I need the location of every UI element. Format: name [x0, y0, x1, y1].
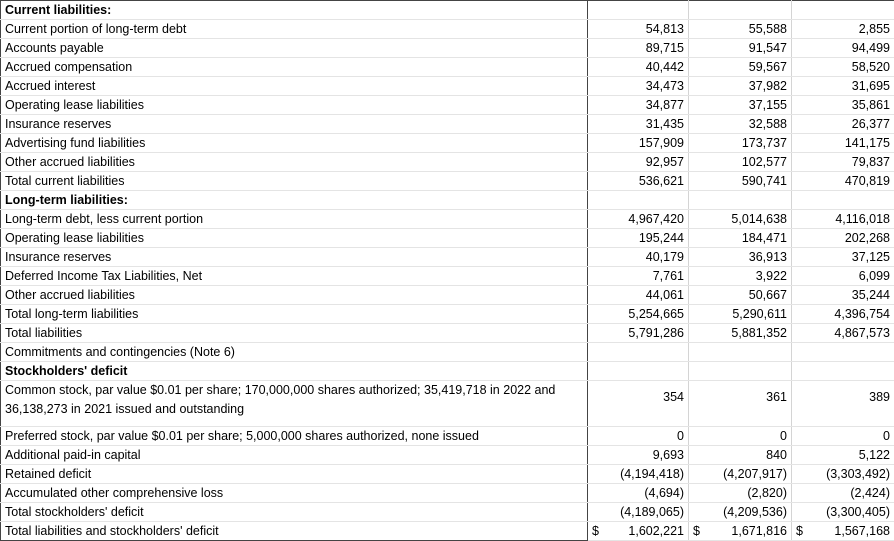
value-cell[interactable] [689, 522, 792, 541]
section-heading[interactable]: Long-term liabilities: [1, 191, 588, 210]
cell-value: 1,602,221 [628, 524, 684, 538]
table-row [1, 1, 894, 20]
value-cell[interactable]: 9,693 [588, 446, 689, 465]
table-row [1, 172, 894, 191]
value-cell[interactable]: 102,577 [689, 153, 792, 172]
table-row [1, 39, 894, 58]
row-label[interactable]: Preferred stock, par value $0.01 per share; 5,000,000 shares authorized, none issued [1, 427, 588, 446]
value-cell[interactable]: 5,290,611 [689, 305, 792, 324]
value-cell[interactable]: 59,567 [689, 58, 792, 77]
value-cell[interactable]: 5,014,638 [689, 210, 792, 229]
table-row [1, 58, 894, 77]
table-row [1, 229, 894, 248]
value-cell[interactable]: 32,588 [689, 115, 792, 134]
value-cell[interactable]: 40,179 [588, 248, 689, 267]
row-label[interactable]: Common stock, par value $0.01 per share; 170,000,000 shares authorized; 35,419,718 in 2022 and 36,138,273 in 2021 issued and outstanding [1, 381, 588, 427]
value-cell[interactable]: 91,547 [689, 39, 792, 58]
value-cell[interactable]: 4,396,754 [792, 305, 894, 324]
table-row [1, 267, 894, 286]
value-cell[interactable] [689, 191, 792, 210]
value-cell[interactable]: 2,855 [792, 20, 894, 39]
cell-value: 1,567,168 [834, 524, 890, 538]
value-cell[interactable]: 141,175 [792, 134, 894, 153]
value-cell[interactable]: 55,588 [689, 20, 792, 39]
value-cell[interactable]: 35,861 [792, 96, 894, 115]
table-row [1, 115, 894, 134]
value-cell[interactable]: 4,967,420 [588, 210, 689, 229]
value-cell[interactable]: 79,837 [792, 153, 894, 172]
cell-value: 1,671,816 [731, 524, 787, 538]
value-cell[interactable]: 37,155 [689, 96, 792, 115]
value-cell[interactable] [689, 343, 792, 362]
value-cell[interactable]: 34,877 [588, 96, 689, 115]
row-label[interactable]: Accrued compensation [1, 58, 588, 77]
value-cell[interactable]: 0 [588, 427, 689, 446]
value-cell[interactable]: (2,820) [689, 484, 792, 503]
value-cell[interactable]: 5,254,665 [588, 305, 689, 324]
value-cell[interactable]: 92,957 [588, 153, 689, 172]
value-cell[interactable]: 840 [689, 446, 792, 465]
table-row [1, 343, 894, 362]
value-cell[interactable]: 157,909 [588, 134, 689, 153]
table-row [1, 77, 894, 96]
value-cell[interactable]: 40,442 [588, 58, 689, 77]
value-cell[interactable]: (4,209,536) [689, 503, 792, 522]
value-cell[interactable]: 3,922 [689, 267, 792, 286]
row-label[interactable]: Total stockholders' deficit [1, 503, 588, 522]
value-cell[interactable]: 361 [689, 381, 792, 427]
value-cell[interactable]: 536,621 [588, 172, 689, 191]
value-cell[interactable]: 44,061 [588, 286, 689, 305]
value-cell[interactable]: 37,125 [792, 248, 894, 267]
value-cell[interactable]: 5,881,352 [689, 324, 792, 343]
table-row [1, 522, 894, 541]
value-cell[interactable]: (4,189,065) [588, 503, 689, 522]
value-cell[interactable]: 202,268 [792, 229, 894, 248]
table-row [1, 465, 894, 484]
value-cell[interactable]: 31,695 [792, 77, 894, 96]
value-cell[interactable] [588, 522, 689, 541]
row-label[interactable]: Advertising fund liabilities [1, 134, 588, 153]
value-cell[interactable]: 4,116,018 [792, 210, 894, 229]
row-label[interactable]: Total liabilities and stockholders' deficit [1, 522, 588, 541]
row-label[interactable]: Current portion of long-term debt [1, 20, 588, 39]
value-cell[interactable]: (3,303,492) [792, 465, 894, 484]
table-row [1, 446, 894, 465]
value-cell[interactable]: 89,715 [588, 39, 689, 58]
table-row [1, 305, 894, 324]
value-cell[interactable]: 354 [588, 381, 689, 427]
table-row [1, 427, 894, 446]
table-row [1, 96, 894, 115]
value-cell[interactable]: 173,737 [689, 134, 792, 153]
row-label[interactable]: Accumulated other comprehensive loss [1, 484, 588, 503]
value-cell[interactable] [588, 362, 689, 381]
row-label[interactable]: Total long-term liabilities [1, 305, 588, 324]
section-heading[interactable]: Stockholders' deficit [1, 362, 588, 381]
table-row [1, 210, 894, 229]
currency-symbol: $ [592, 524, 599, 538]
value-cell[interactable]: 0 [689, 427, 792, 446]
row-label[interactable]: Commitments and contingencies (Note 6) [1, 343, 588, 362]
row-label[interactable]: Additional paid-in capital [1, 446, 588, 465]
value-cell[interactable]: 4,867,573 [792, 324, 894, 343]
table-row [1, 484, 894, 503]
value-cell[interactable]: 36,913 [689, 248, 792, 267]
table-row [1, 324, 894, 343]
table-row [1, 362, 894, 381]
row-label[interactable]: Insurance reserves [1, 248, 588, 267]
value-cell[interactable] [689, 362, 792, 381]
value-cell[interactable] [792, 522, 894, 541]
value-cell[interactable]: (4,694) [588, 484, 689, 503]
row-label[interactable]: Accounts payable [1, 39, 588, 58]
table-row [1, 503, 894, 522]
row-label[interactable]: Long-term debt, less current portion [1, 210, 588, 229]
row-label[interactable]: Operating lease liabilities [1, 96, 588, 115]
value-cell[interactable] [792, 362, 894, 381]
value-cell[interactable] [792, 191, 894, 210]
value-cell[interactable]: 470,819 [792, 172, 894, 191]
value-cell[interactable]: 37,982 [689, 77, 792, 96]
value-cell[interactable]: 54,813 [588, 20, 689, 39]
value-cell[interactable]: 58,520 [792, 58, 894, 77]
table-body [1, 1, 894, 541]
value-cell[interactable]: 31,435 [588, 115, 689, 134]
row-label[interactable]: Other accrued liabilities [1, 286, 588, 305]
value-cell[interactable]: (4,194,418) [588, 465, 689, 484]
row-label[interactable]: Total liabilities [1, 324, 588, 343]
table-row [1, 153, 894, 172]
row-label[interactable]: Accrued interest [1, 77, 588, 96]
value-cell[interactable]: 7,761 [588, 267, 689, 286]
row-label[interactable]: Other accrued liabilities [1, 153, 588, 172]
currency-symbol: $ [796, 524, 803, 538]
row-label[interactable]: Retained deficit [1, 465, 588, 484]
value-cell[interactable]: 50,667 [689, 286, 792, 305]
table-row [1, 286, 894, 305]
value-cell[interactable]: (3,300,405) [792, 503, 894, 522]
value-cell[interactable]: 94,499 [792, 39, 894, 58]
value-cell[interactable]: 195,244 [588, 229, 689, 248]
row-label[interactable]: Deferred Income Tax Liabilities, Net [1, 267, 588, 286]
value-cell[interactable]: 26,377 [792, 115, 894, 134]
table-row [1, 381, 894, 427]
value-cell[interactable]: 5,122 [792, 446, 894, 465]
table-row [1, 248, 894, 267]
row-label[interactable]: Insurance reserves [1, 115, 588, 134]
value-cell[interactable] [588, 1, 689, 20]
row-label[interactable]: Operating lease liabilities [1, 229, 588, 248]
row-label[interactable]: Total current liabilities [1, 172, 588, 191]
value-cell[interactable] [588, 191, 689, 210]
currency-symbol: $ [693, 524, 700, 538]
section-heading[interactable]: Current liabilities: [1, 1, 588, 20]
value-cell[interactable]: 0 [792, 427, 894, 446]
table-row [1, 134, 894, 153]
value-cell[interactable]: 5,791,286 [588, 324, 689, 343]
value-cell[interactable] [792, 343, 894, 362]
value-cell[interactable]: 6,099 [792, 267, 894, 286]
value-cell[interactable]: (2,424) [792, 484, 894, 503]
value-cell[interactable]: 590,741 [689, 172, 792, 191]
value-cell[interactable]: 35,244 [792, 286, 894, 305]
value-cell[interactable] [588, 343, 689, 362]
value-cell[interactable]: 389 [792, 381, 894, 427]
value-cell[interactable]: 34,473 [588, 77, 689, 96]
table-row [1, 191, 894, 210]
value-cell[interactable]: 184,471 [689, 229, 792, 248]
table-row [1, 20, 894, 39]
value-cell[interactable] [689, 1, 792, 20]
value-cell[interactable] [792, 1, 894, 20]
value-cell[interactable]: (4,207,917) [689, 465, 792, 484]
